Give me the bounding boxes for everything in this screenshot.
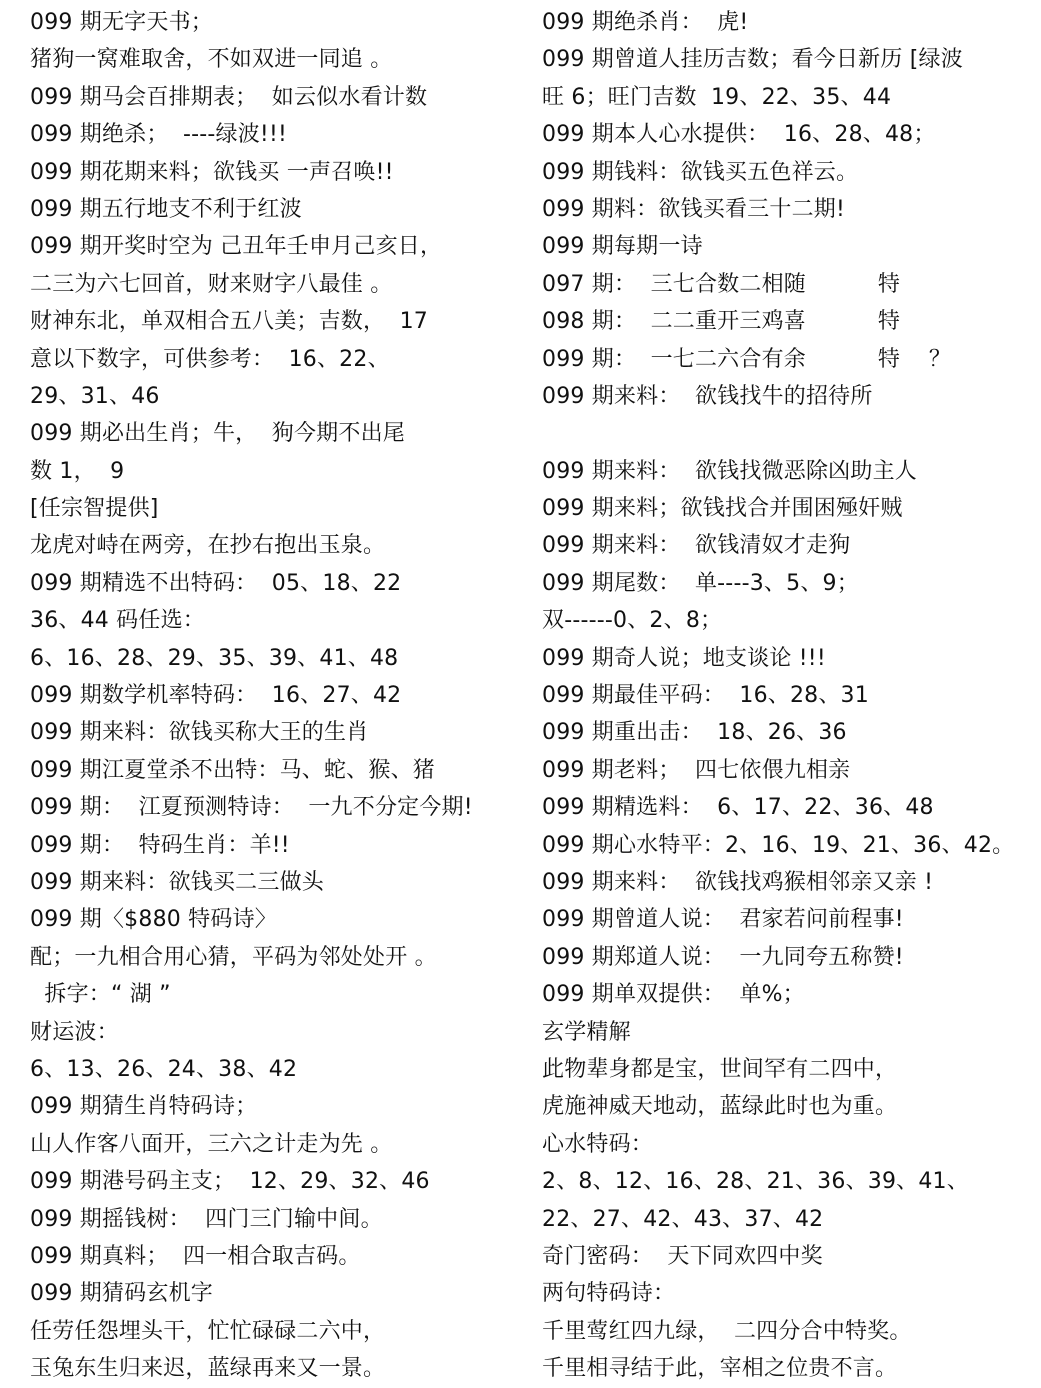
right-text-line: 099 期： 一七二六合有余 特 ？ [542, 346, 952, 372]
right-text-line: 099 期钱料：欲钱买五色祥云。 [542, 159, 859, 185]
right-text-line: 097 期： 三七合数二相随 特 [542, 271, 901, 297]
left-text-line: 099 期无字天书； [30, 10, 213, 35]
left-text-line: 099 期绝杀； ----绿波!!! [30, 122, 287, 148]
left-text-line: 财神东北，单双相合五八美；吉数， 17 [30, 309, 428, 335]
right-text-line: 099 期来料： 欲钱清奴才走狗 [542, 533, 851, 559]
right-text-line: 099 期每期一诗 [542, 234, 703, 260]
right-text-line: 22、27、42、43、37、42 [542, 1206, 824, 1232]
right-text-line [542, 415, 1037, 452]
left-text-line: 099 期猜码玄机字 [30, 1281, 213, 1307]
left-text-line: 099 期来料：欲钱买称大王的生肖 [30, 720, 369, 746]
right-text-line: 099 期老料； 四七依偎九相亲 [542, 757, 851, 783]
left-text-line: 拆字：“ 湖 ” [30, 982, 171, 1008]
right-text-line: 心水特码： [542, 1131, 654, 1157]
right-text-line: 099 期来料；欲钱找合并围困殛奸贼 [542, 496, 903, 522]
right-text-line: 099 期精选料： 6、17、22、36、48 [542, 795, 934, 821]
left-text-line: 099 期港号码主支； 12、29、32、46 [30, 1169, 430, 1195]
right-text-line: 千里相寻结于此，宰相之位贵不言。 [542, 1356, 898, 1382]
right-text-line: 099 期料：欲钱买看三十二期! [542, 196, 846, 222]
left-text-line: 二三为六七回首，财来财字八最佳 。 [30, 271, 393, 297]
left-text-line: 099 期江夏堂杀不出特：马、蛇、猴、猪 [30, 757, 435, 783]
left-text-line: 36、44 码任选： [30, 608, 205, 634]
right-text-line: 099 期重出击： 18、26、36 [542, 720, 847, 746]
left-text-line: 财运波： [30, 1019, 119, 1045]
left-text-line: 099 期： 江夏预测特诗： 一九不分定今期! [30, 795, 473, 821]
right-text-line: 099 期本人心水提供： 16、28、48； [542, 122, 936, 148]
right-text-line: 玄学精解 [542, 1019, 631, 1045]
left-text-line: 龙虎对峙在两旁，在抄右抱出玉泉。 [30, 533, 386, 559]
right-text-line: 099 期来料： 欲钱找微恶除凶助主人 [542, 458, 917, 484]
left-text-line: 099 期猜生肖特码诗； [30, 1094, 258, 1120]
left-text-line: 意以下数字，可供参考： 16、22、 [30, 346, 390, 372]
right-text-line: 099 期来料： 欲钱找鸡猴相邻亲又亲 ! [542, 869, 934, 895]
left-text-line: 099 期花期来料；欲钱买 一声召唤!! [30, 159, 394, 185]
right-text-line: 虎施神威天地动，蓝绿此时也为重。 [542, 1094, 898, 1120]
left-text-line: 099 期〈$880 特码诗〉 [30, 907, 277, 933]
right-text-line: 099 期心水特平：2、16、19、21、36、42。 [542, 832, 1015, 858]
right-text-line: 099 期曾道人说： 君家若问前程事! [542, 907, 904, 933]
left-text-line: 6、13、26、24、38、42 [30, 1056, 298, 1082]
right-text-line: 此物辈身都是宝，世间罕有二四中， [542, 1056, 898, 1082]
right-text-line: 099 期绝杀肖： 虎! [542, 10, 749, 35]
left-text-line: 6、16、28、29、35、39、41、48 [30, 645, 399, 671]
left-text-line: 099 期真料； 四一相合取吉码。 [30, 1243, 361, 1269]
right-text-line: 098 期： 二二重开三鸡喜 特 [542, 309, 901, 335]
left-text-line: 099 期摇钱树： 四门三门输中间。 [30, 1206, 383, 1232]
left-text-line: 099 期： 特码生肖：羊!! [30, 832, 290, 858]
left-text-line: 099 期精选不出特码： 05、18、22 [30, 570, 402, 596]
right-text-line: 099 期最佳平码： 16、28、31 [542, 683, 869, 709]
right-text-line: 099 期来料： 欲钱找牛的招待所 [542, 383, 873, 409]
right-text-line: 双------0、2、8； [542, 608, 723, 634]
right-text-line: 099 期奇人说；地支谈论 !!! [542, 645, 826, 671]
left-text-line: 099 期来料：欲钱买二三做头 [30, 869, 324, 895]
right-text-column [542, 4, 1037, 1387]
left-text-line: 玉兔东生归来迟，蓝绿再来又一景。 [30, 1356, 386, 1382]
right-text-line: 旺 6；旺门吉数 19、22、35、44 [542, 84, 892, 110]
right-text-line: 奇门密码： 天下同欢四中奖 [542, 1243, 823, 1269]
right-text-line: 两句特码诗： [542, 1281, 676, 1307]
left-text-line: 任劳任怨埋头干，忙忙碌碌二六中， [30, 1318, 386, 1344]
right-text-line: 099 期尾数： 单----3、5、9； [542, 570, 859, 596]
left-text-line: 099 期必出生肖；牛， 狗今期不出尾 [30, 421, 405, 447]
left-text-line: 配；一九相合用心猜，平码为邻处处开 。 [30, 944, 437, 970]
right-text-line: 千里莺红四九绿， 二四分合中特奖。 [542, 1318, 912, 1344]
right-text-line: 099 期曾道人挂历吉数；看今日新历 [绿波 [542, 47, 963, 73]
left-text-line: 数 1， 9 [30, 458, 125, 484]
left-text-line: 099 期数学机率特码： 16、27、42 [30, 683, 402, 709]
right-text-line: 099 期郑道人说： 一九同夸五称赞! [542, 944, 904, 970]
left-text-line: 099 期马会百排期表； 如云似水看计数 [30, 84, 428, 110]
left-text-line: 猪狗一窝难取舍，不如双进一同追 。 [30, 47, 393, 73]
right-text-line: 099 期单双提供： 单%； [542, 982, 805, 1008]
left-text-line: 29、31、46 [30, 383, 160, 409]
left-text-line: 099 期开奖时空为 己丑年壬申月己亥日， [30, 234, 443, 260]
left-text-line: 099 期五行地支不利于红波 [30, 196, 302, 222]
left-text-line: [任宗智提供] [30, 496, 159, 522]
left-text-line: 山人作客八面开，三六之计走为先 。 [30, 1131, 393, 1157]
left-text-column [30, 4, 520, 1387]
right-text-line: 2、8、12、16、28、21、36、39、41、 [542, 1169, 969, 1195]
